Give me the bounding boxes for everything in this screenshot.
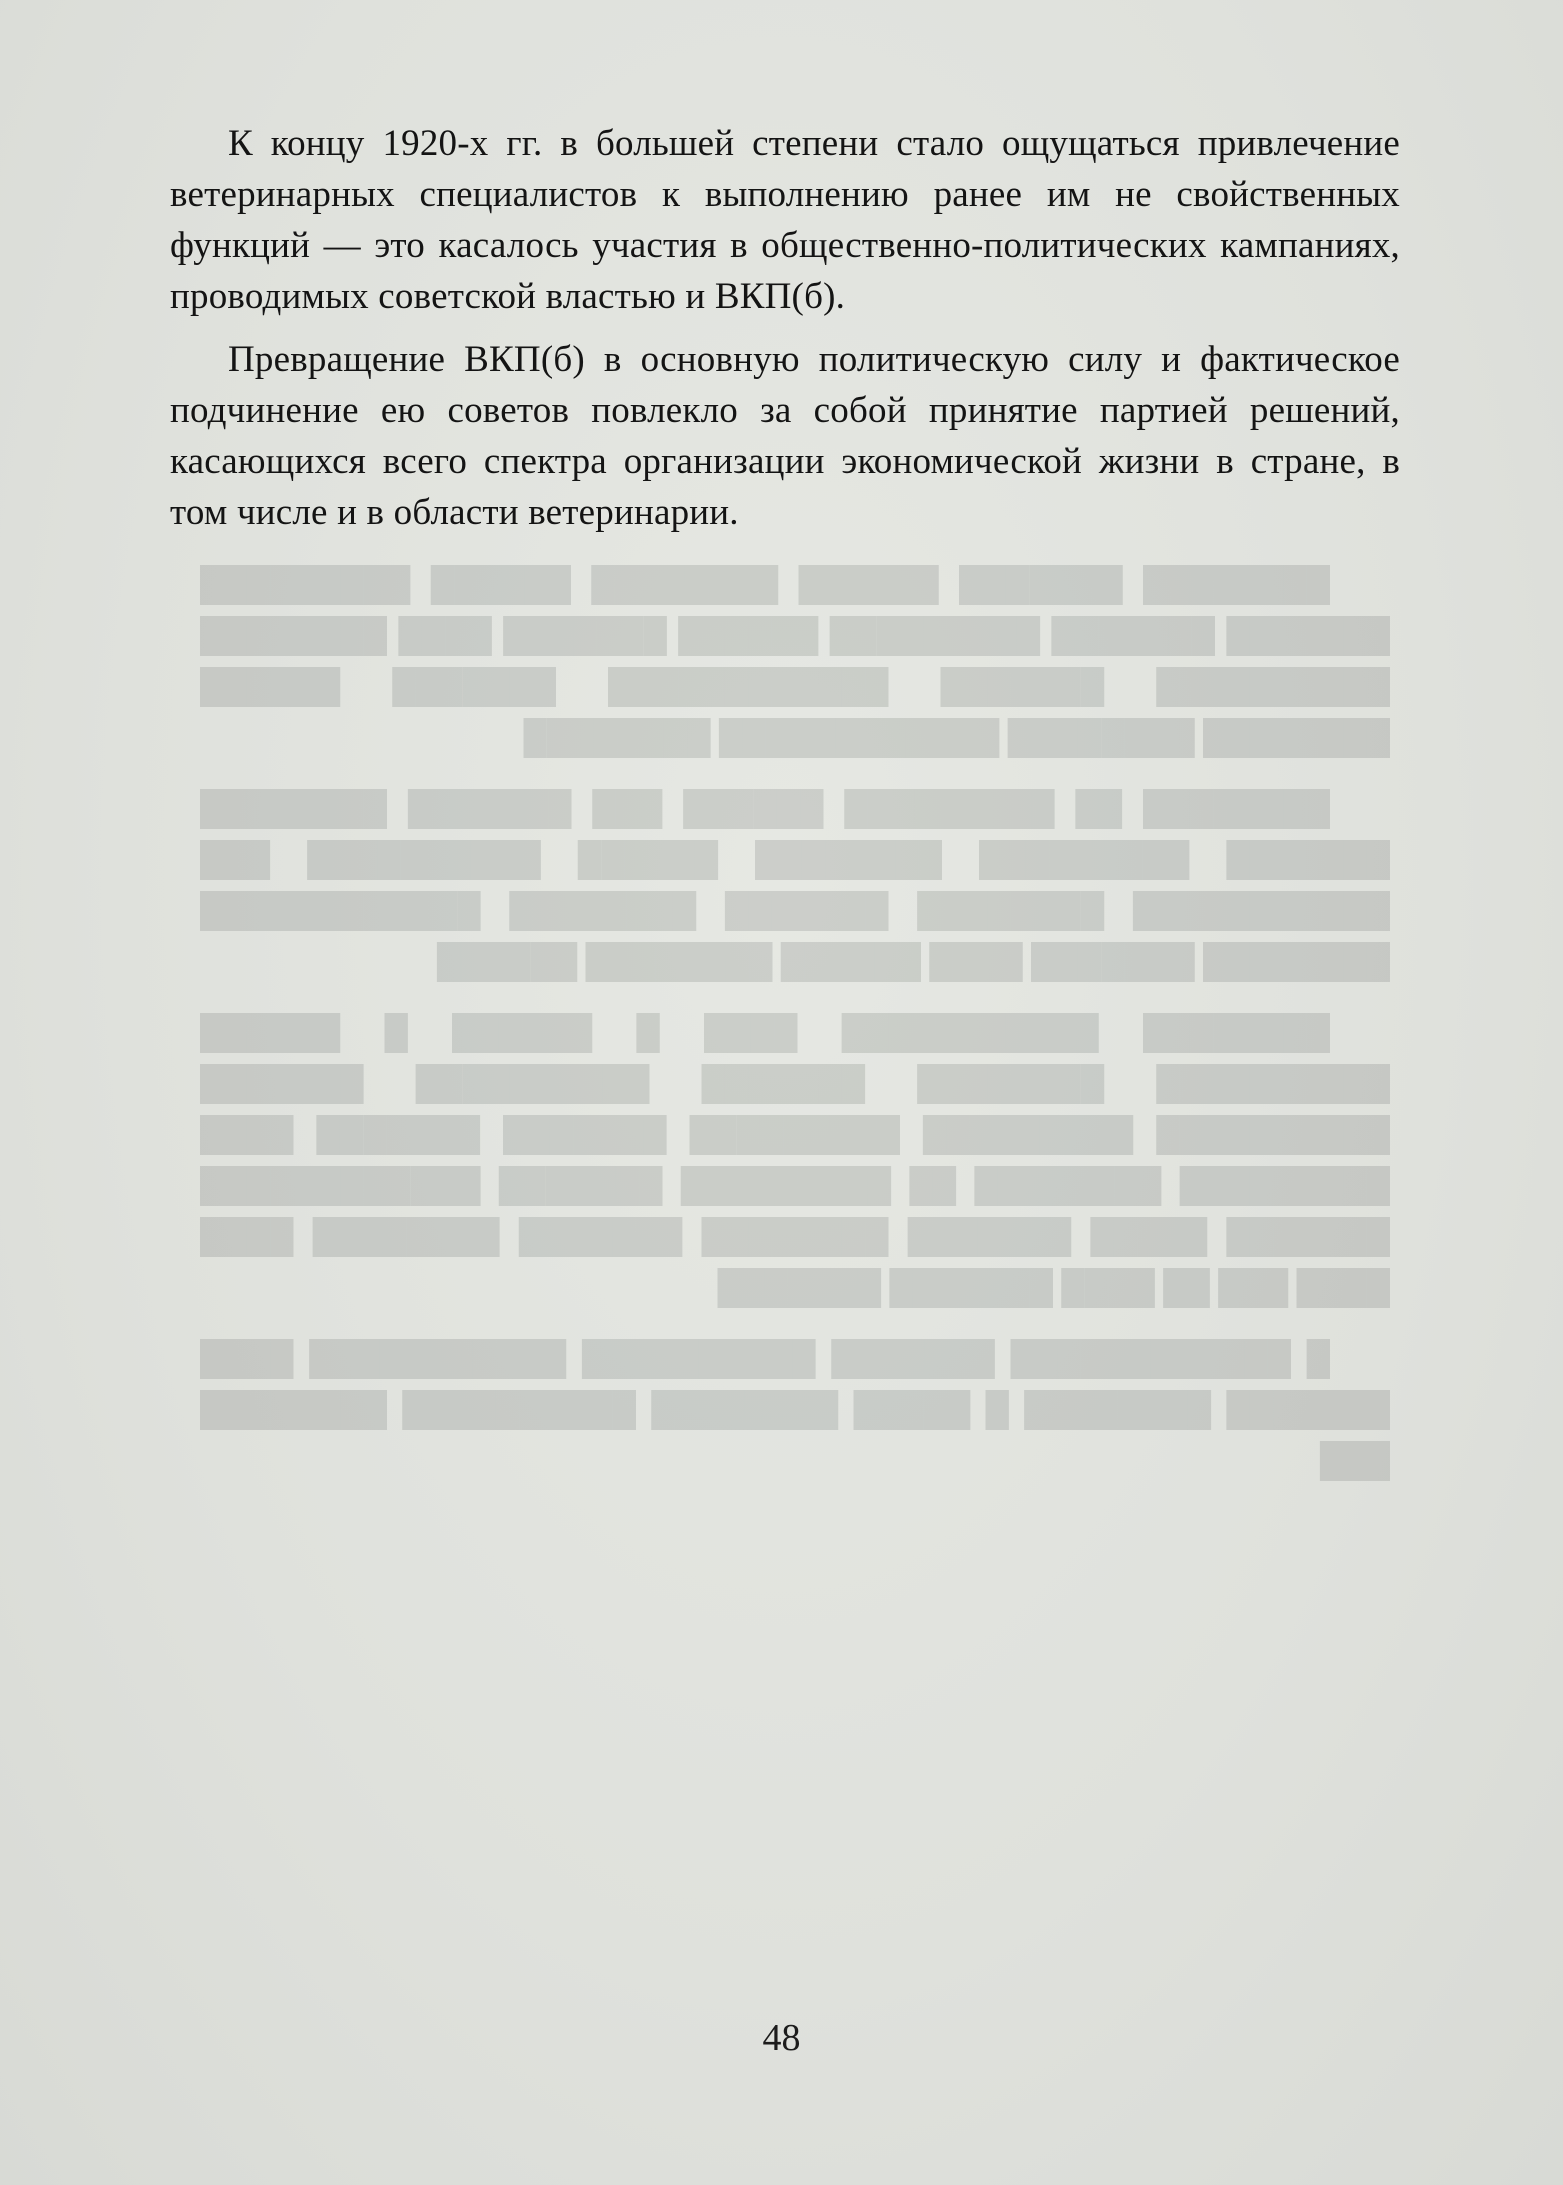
paragraph-1: К концу 1920-х гг. в большей степени стало ощущаться привлечение ветеринарных специалистов к выполнению ранее им не свойственных функций — это касалось участия в общественно-политических кампаниях, проводимых советской властью и ВКП(б). (170, 123, 1400, 317)
bleed-through-text: ████████ ███████ ██████ ████████ ██████ █████████ ███████ ███████ █████████ ██████ ███████ ████ ████████ ██████████ ███████ ████████████ ███████ ██████ ████████ ████████ ████████████ ████████ ████████ ██ █████████ ██████ ███ ███████ ████████ ███████ █████████ ████████ ██████ ██████████ ███ ███████████ ████████ ███████ ████████ ████████████ ████████ ███████ ████ ██████ ████████ ██████ ████████ ███████████ ████ █ ██████ █ ██████ ██████████ ████████ ███████ ██████████ ███████ ██████████ █████████ █████████ ███████ ███████ ████ █████████ ████████ ██ █████████ ███████ ████████████ ███████ █████ ███████ ████████ ███████ ████████ ████ ████ ███ ██ ████ ███████ ███████ █ ████████████ ███████ ██████████ ███████████ ████ ███████ ████████ █ █████ ████████ ██████████ ████████ ███ (200, 567, 1390, 1479)
main-text (170, 118, 1400, 550)
paragraph-2: Превращение ВКП(б) в основную политическую силу и фактическое подчинение ею советов повлекло за собой принятие партией решений, касающихся всего спектра организации экономической жизни в стране, в том числе и в области ветеринарии. (170, 339, 1400, 533)
page-number: 48 (762, 2017, 801, 2059)
